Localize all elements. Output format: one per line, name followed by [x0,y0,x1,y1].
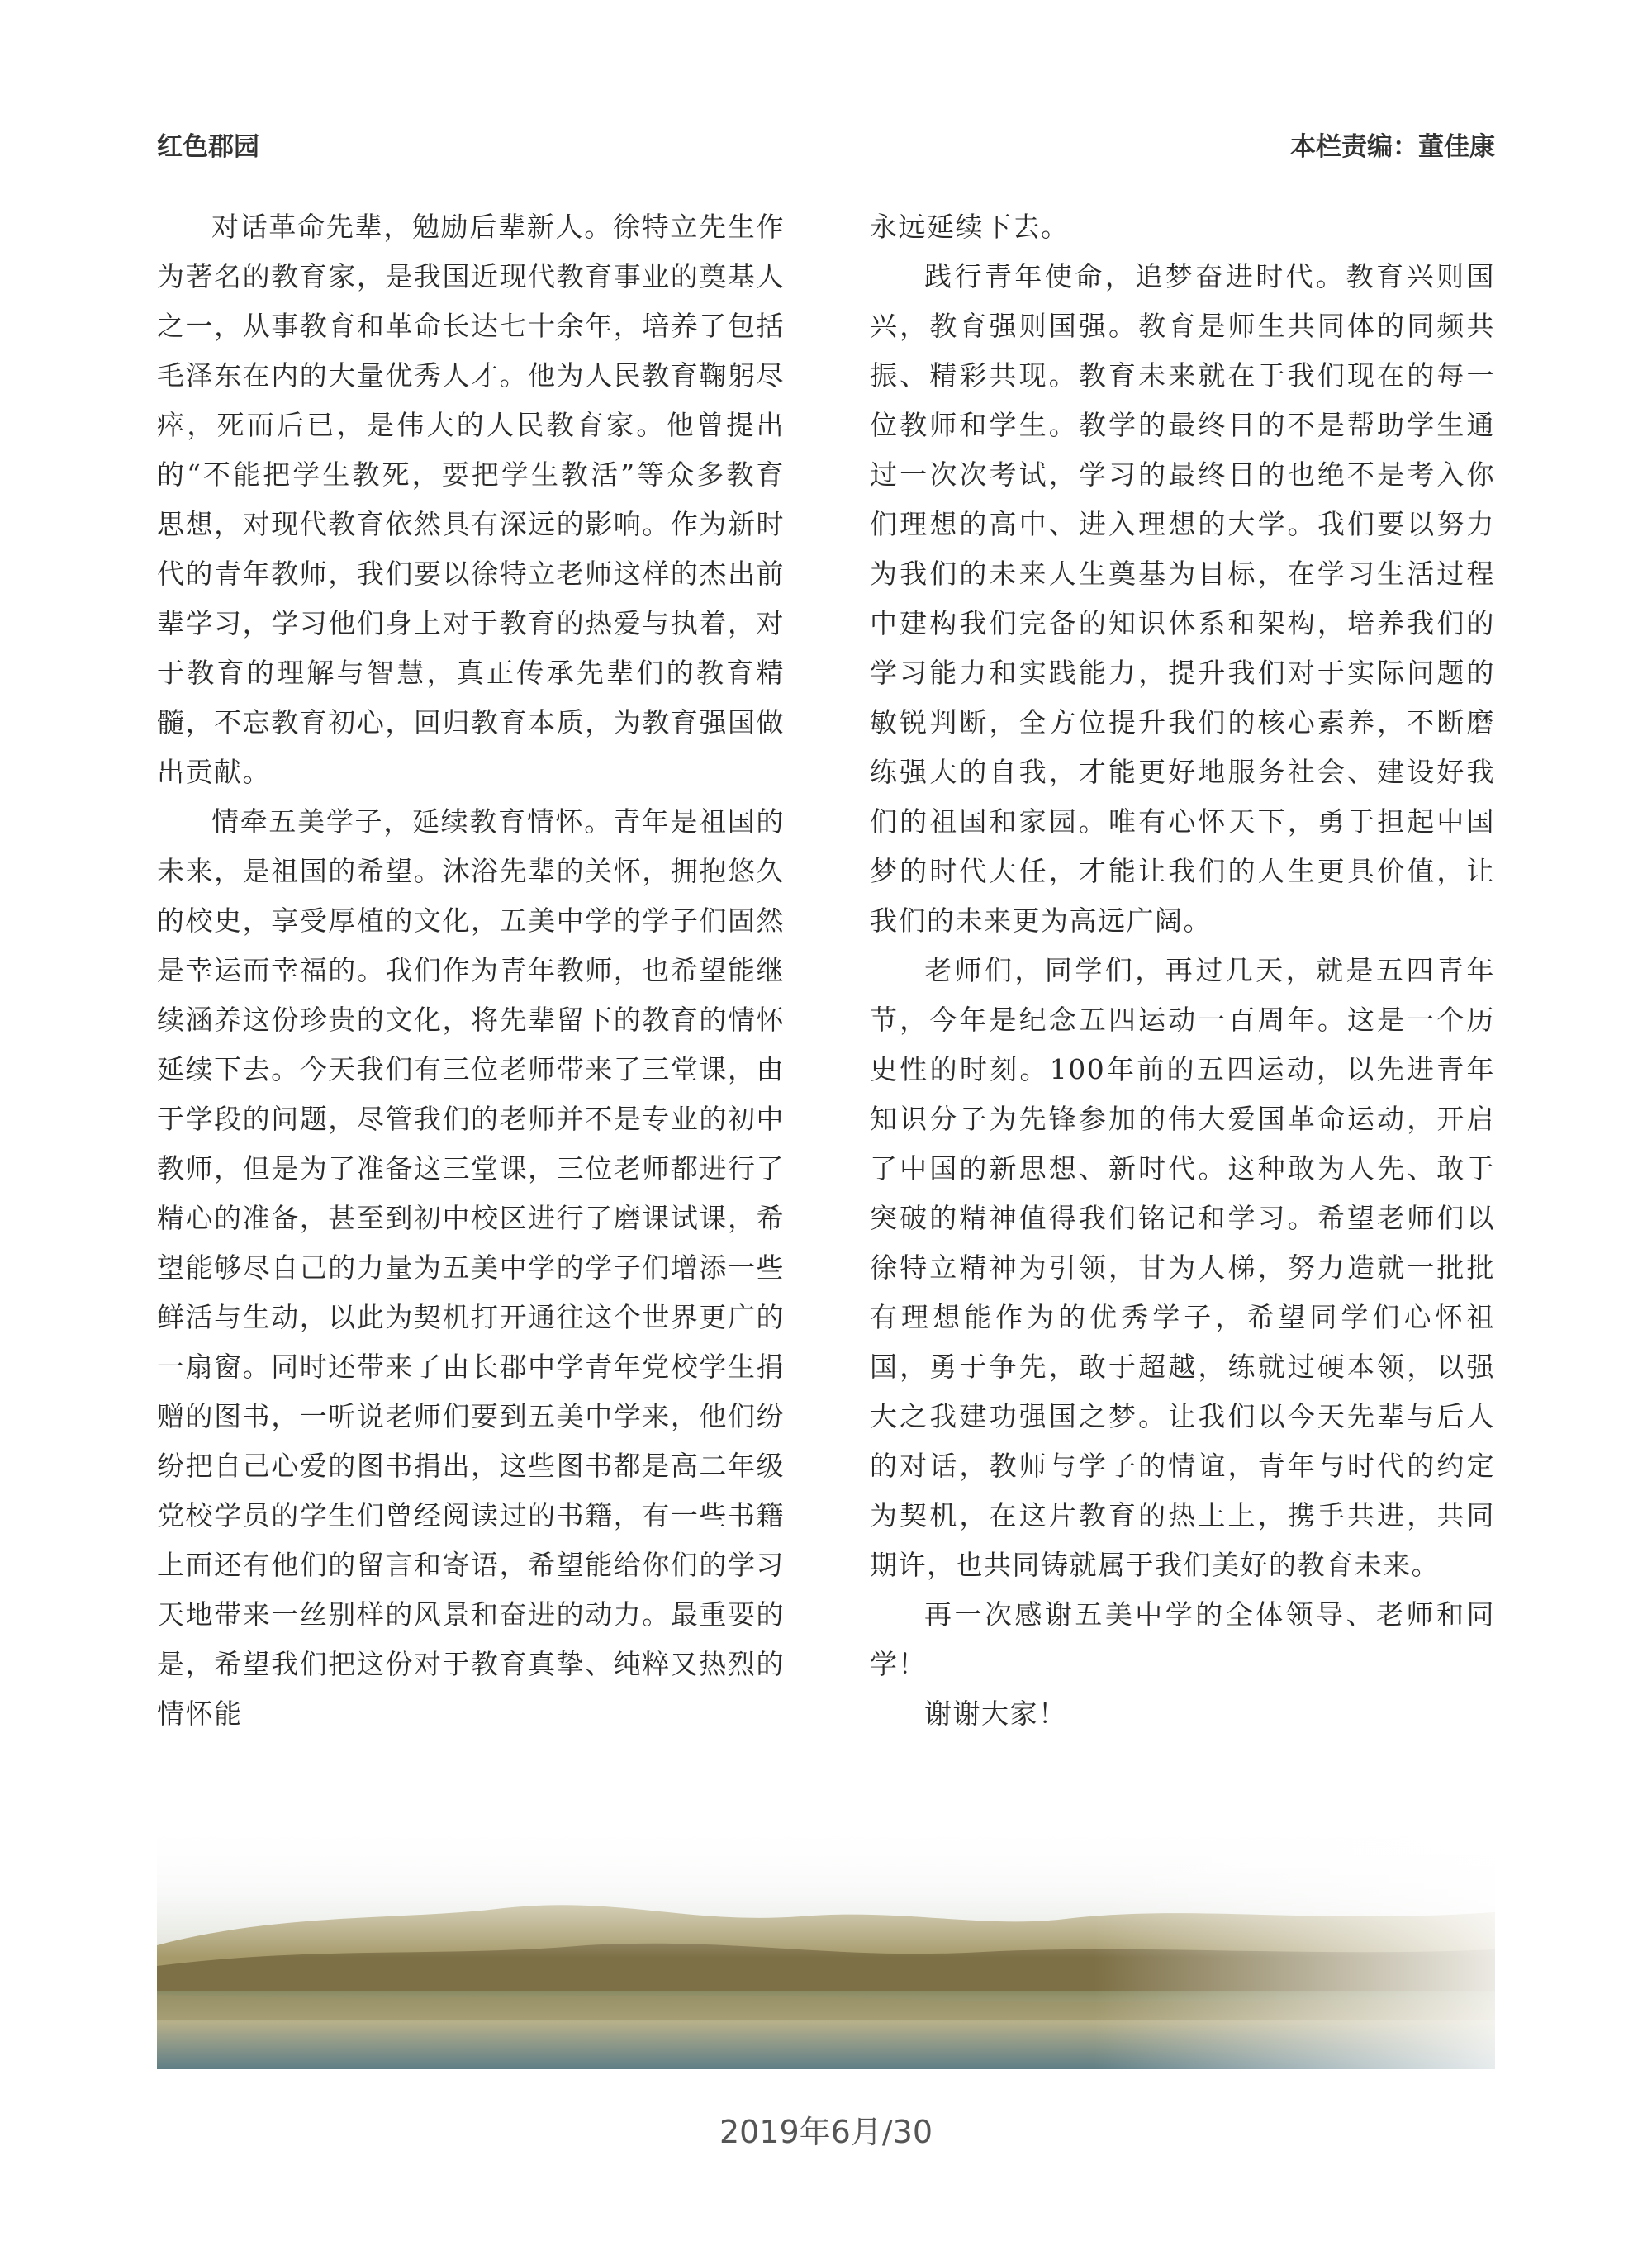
paragraph: 对话革命先辈，勉励后辈新人。徐特立先生作为著名的教育家，是我国近现代教育事业的奠基人之一，从事教育和革命长达七十余年，培养了包括毛泽东在内的大量优秀人才。他为人民教育鞠躬尽瘁，死而后已，是伟大的人民教育家。他曾提出的“不能把学生教死，要把学生教活”等众多教育思想，对现代教育依然具有深远的影响。作为新时代的青年教师，我们要以徐特立老师这样的杰出前辈学习，学习他们身上对于教育的热爱与执着，对于教育的理解与智慧，真正传承先辈们的教育精髓，不忘教育初心，回归教育本质，为教育强国做出贡献。 [157,211,785,788]
section-title: 红色郡园 [157,132,259,162]
paragraph: 践行青年使命，追梦奋进时代。教育兴则国兴，教育强则国强。教育是师生共同体的同频共振、精彩共现。教育未来就在于我们现在的每一位教师和学生。教学的最终目的不是帮助学生通过一次次考试，学习的最终目的也绝不是考入你们理想的高中、进入理想的大学。我们要以努力为我们的未来人生奠基为目标，在学习生活过程中建构我们完备的知识体系和架构，培养我们的学习能力和实践能力，提升我们对于实际问题的敏锐判断，全方位提升我们的核心素养，不断磨练强大的自我，才能更好地服务社会、建设好我们的祖国和家园。唯有心怀天下，勇于担起中国梦的时代大任，才能让我们的人生更具价值，让我们的未来更为高远广阔。 [870,260,1495,937]
right-column [870,202,1495,1739]
lake-scenery-illustration [157,1821,1495,2069]
paragraph: 老师们，同学们，再过几天，就是五四青年节，今年是纪念五四运动一百周年。这是一个历史性的时刻。100年前的五四运动，以先进青年知识分子为先锋参加的伟大爱国革命运动，开启了中国的新思想、新时代。这种敢为人先、敢于突破的精神值得我们铭记和学习。希望老师们以徐特立精神为引领，甘为人梯，努力造就一批批有理想能作为的优秀学子，希望同学们心怀祖国，勇于争先，敢于超越，练就过硬本领，以强大之我建功强国之梦。让我们以今天先辈与后人的对话，教师与学子的情谊，青年与时代的约定为契机，在这片教育的热土上，携手共进，共同期许，也共同铸就属于我们美好的教育未来。 [870,954,1495,1581]
lake-scenery-image [157,1821,1495,2069]
paragraph-continuation: 永远延续下去。 [870,211,1070,243]
editor-credit: 本栏责编：董佳康 [1290,132,1495,162]
paragraph: 再一次感谢五美中学的全体领导、老师和同学！ [870,1598,1495,1680]
left-column [157,202,785,1739]
page-folio: 2019年6月/30 [719,2114,933,2150]
paragraph: 情牵五美学子，延续教育情怀。青年是祖国的未来，是祖国的希望。沐浴先辈的关怀，拥抱悠久的校史，享受厚植的文化，五美中学的学子们固然是幸运而幸福的。我们作为青年教师，也希望能继续涵养这份珍贵的文化，将先辈留下的教育的情怀延续下去。今天我们有三位老师带来了三堂课，由于学段的问题，尽管我们的老师并不是专业的初中教师，但是为了准备这三堂课，三位老师都进行了精心的准备，甚至到初中校区进行了磨课试课，希望能够尽自己的力量为五美中学的学子们增添一些鲜活与生动，以此为契机打开通往这个世界更广的一扇窗。同时还带来了由长郡中学青年党校学生捐赠的图书，一听说老师们要到五美中学来，他们纷纷把自己心爱的图书捐出，这些图书都是高二年级党校学员的学生们曾经阅读过的书籍，有一些书籍上面还有他们的留言和寄语，希望能给你们的学习天地带来一丝别样的风景和奋进的动力。最重要的是，希望我们把这份对于教育真挚、纯粹又热烈的情怀能 [157,805,785,1730]
paragraph: 谢谢大家！ [924,1697,1067,1730]
